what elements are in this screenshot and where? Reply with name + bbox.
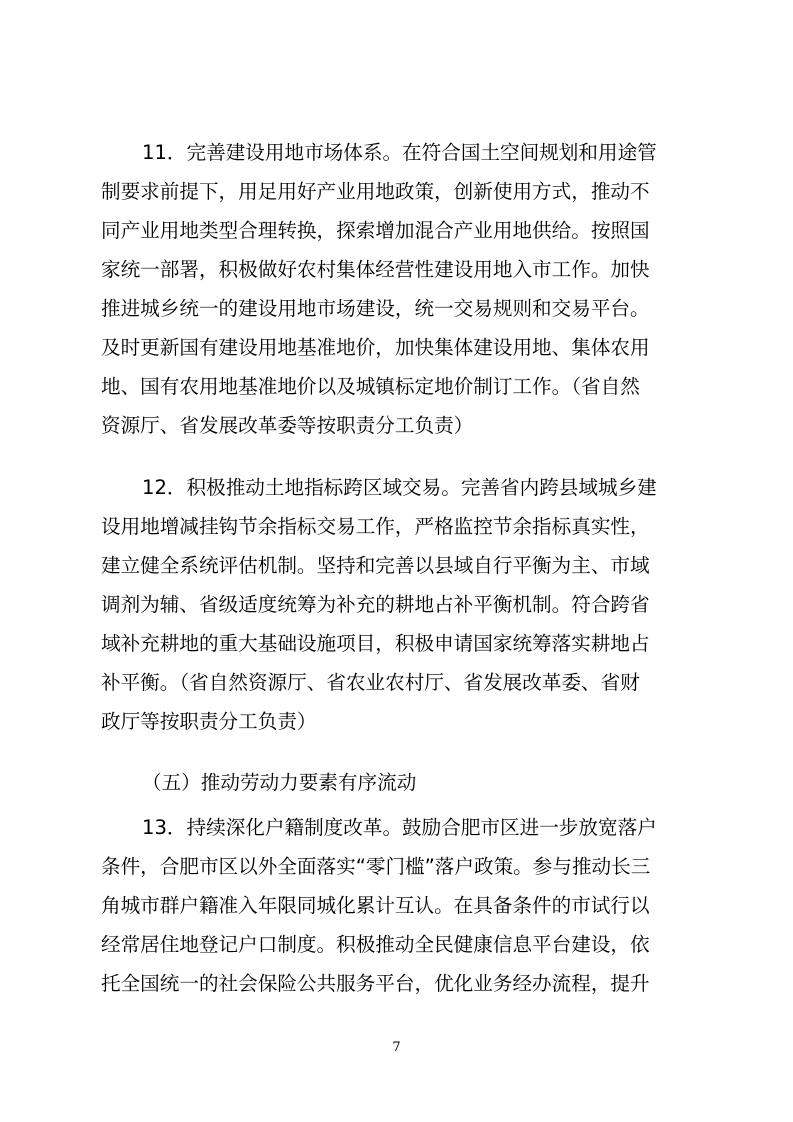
paragraph-11-line-5: 推进城乡统一的建设用地市场建设，统一交易规则和交易平台。 [101,297,650,320]
paragraph-12-line-7: 政厅等按职责分工负责） [101,710,317,733]
paragraph-11-line-6: 及时更新国有建设用地基准地价，加快集体建设用地、集体农用 [101,336,650,359]
paragraph-11-line-3: 同产业用地类型合理转换，探索增加混合产业用地供给。按照国 [101,219,650,242]
paragraph-12-line-6: 补平衡。（省自然资源厅、省农业农村厅、省发展改革委、省财 [101,671,640,694]
paragraph-11-line-8: 资源厅、省发展改革委等按职责分工负责） [101,414,474,437]
paragraph-13-line-4: 经常居住地登记户口制度。积极推动全民健康信息平台建设，依 [101,933,650,956]
paragraph-12-line-2: 设用地增减挂钩节余指标交易工作，严格监控节余指标真实性， [101,515,650,538]
paragraph-13-line-1: 13．持续深化户籍制度改革。鼓励合肥市区进一步放宽落户 [142,816,657,839]
paragraph-13-line-5: 托全国统一的社会保险公共服务平台，优化业务经办流程，提升 [101,972,650,995]
section-heading: （五）推动劳动力要素有序流动 [142,771,417,794]
paragraph-12-line-3: 建立健全系统评估机制。坚持和完善以县域自行平衡为主、市域 [101,554,650,577]
paragraph-13-line-2: 条件，合肥市区以外全面落实“零门槛”落户政策。参与推动长三 [101,855,651,878]
paragraph-12-line-4: 调剂为辅、省级适度统筹为补充的耕地占补平衡机制。符合跨省 [101,593,650,616]
paragraph-13-line-3: 角城市群户籍准入年限同城化累计互认。在具备条件的市试行以 [101,894,650,917]
paragraph-11-line-4: 家统一部署，积极做好农村集体经营性建设用地入市工作。加快 [101,258,650,281]
paragraph-12-line-1: 12．积极推动土地指标跨区域交易。完善省内跨县域城乡建 [142,476,657,499]
paragraph-11-line-2: 制要求前提下，用足用好产业用地政策，创新使用方式，推动不 [101,180,650,203]
paragraph-12-line-5: 域补充耕地的重大基础设施项目，积极申请国家统筹落实耕地占 [101,632,650,655]
paragraph-11-line-7: 地、国有农用地基准地价以及城镇标定地价制订工作。（省自然 [101,375,640,398]
paragraph-11-line-1: 11．完善建设用地市场体系。在符合国土空间规划和用途管 [142,141,657,164]
page-number: 7 [392,1040,401,1055]
